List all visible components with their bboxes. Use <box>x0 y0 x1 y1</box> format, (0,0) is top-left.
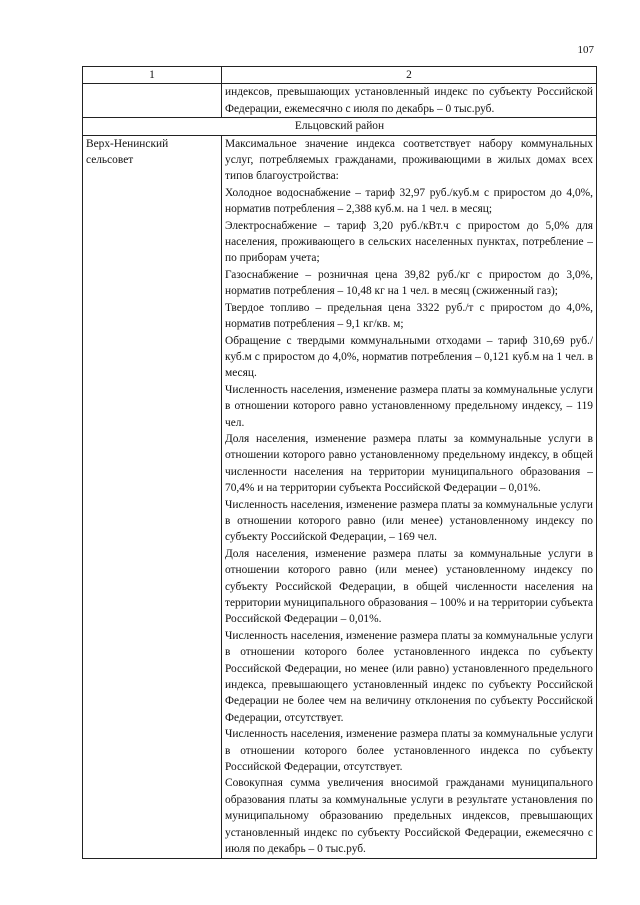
continuation-row <box>83 84 597 118</box>
continuation-text: индексов, превышающих установленный индекс по субъекту Российской Федерации, ежемесячно с июля по декабрь – 0 тыс.руб. <box>222 84 597 118</box>
district-row <box>83 118 597 135</box>
settlement-name: Верх-Ненинский сельсовет <box>83 135 222 858</box>
settlement-row <box>83 135 597 858</box>
paragraph-share-less: Доля населения, изменение размера платы за коммунальные услуги в отношении которого равно (или менее) установленному индексу по субъекту Российской Федерации, в общей численности населения на территории муниципального образования – 100% и на территории субъекта Российской Федерации – 0,01%. <box>225 547 593 626</box>
paragraph-population-less: Численность населения, изменение размера платы за коммунальные услуги в отношении которого равно (или менее) установленному индексу по субъекту Российской Федерации, – 169 чел. <box>225 498 593 544</box>
paragraph-cold-water: Холодное водоснабжение – тариф 32,97 руб./куб.м с приростом до 4,0%, норматив потребления – 2,388 куб.м. на 1 чел. в месяц; <box>225 186 593 216</box>
paragraph-total-increase: Совокупная сумма увеличения вносимой гражданами муниципального образования платы за коммунальные услуги в результате установления по муниципальному образованию предельных индексов, превышающих установленный индекс по субъекту Российской Федерации, ежемесячно с июля по декабрь – 0 тыс.руб. <box>225 777 593 856</box>
indices-table <box>82 66 597 859</box>
table-header-row <box>83 67 597 84</box>
column-header-1: 1 <box>83 67 222 84</box>
paragraph-electricity: Электроснабжение – тариф 3,20 руб./кВт.ч с приростом до 5,0% для населения, проживающего в сельских населенных пунктах, потребление – по приборам учета; <box>225 219 593 265</box>
paragraph-population-above-within: Численность населения, изменение размера платы за коммунальные услуги в отношении которого более установленного индекса по субъекту Российской Федерации, но менее (или равно) установленного предельного индекса, превышающего установленный индекс по субъекту Российской Федерации не более чем на величину отклонения по субъекту Российской Федерации, отсутствует. <box>225 629 593 724</box>
paragraph-share-equal: Доля населения, изменение размера платы за коммунальные услуги в отношении которого равно установленному предельному индексу, в общей численности населения на территории муниципального образования – 70,4% и на территории субъекта Российской Федерации – 0,01%. <box>225 432 593 495</box>
paragraph-max-index: Максимальное значение индекса соответствует набору коммунальных услуг, потребляемых гражданами, проживающими в жилых домах всех типов благоустройства: <box>225 137 593 183</box>
column-header-2: 2 <box>222 67 597 84</box>
district-name: Ельцовский район <box>83 118 597 135</box>
paragraph-solid-fuel: Твердое топливо – предельная цена 3322 руб./т с приростом до 4,0%, норматив потребления – 9,1 кг/кв. м; <box>225 301 593 331</box>
page-number: 107 <box>577 44 594 56</box>
paragraph-population-above: Численность населения, изменение размера платы за коммунальные услуги в отношении которого более установленного индекса по субъекту Российской Федерации, отсутствует. <box>225 728 593 774</box>
paragraph-solid-waste: Обращение с твердыми коммунальными отходами – тариф 310,69 руб./куб.м с приростом до 4,0%, норматив потребления – 0,121 куб.м на 1 чел. в месяц. <box>225 334 593 380</box>
paragraph-gas: Газоснабжение – розничная цена 39,82 руб./кг с приростом до 3,0%, норматив потребления – 10,48 кг на 1 чел. в месяц (сжиженный газ); <box>225 268 593 298</box>
empty-cell <box>83 84 222 118</box>
settlement-details <box>222 135 597 858</box>
paragraph-population-equal: Численность населения, изменение размера платы за коммунальные услуги в отношении которого равно установленному предельному индексу, – 119 чел. <box>225 383 593 429</box>
